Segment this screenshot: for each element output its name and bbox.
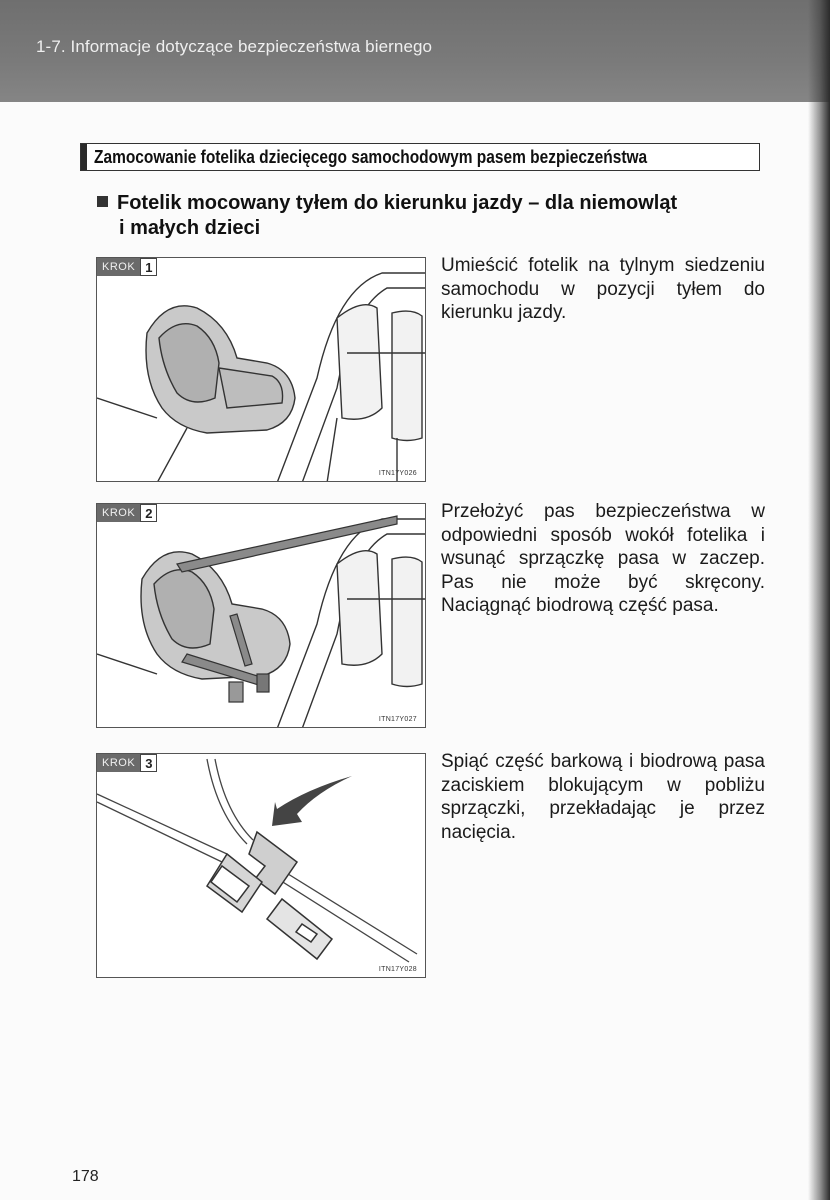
step-2-illustration — [96, 503, 426, 728]
step-1-number: 1 — [140, 258, 157, 276]
subheading — [97, 191, 777, 241]
seat-belt-routing-icon — [97, 504, 426, 728]
section-title-box — [80, 143, 760, 171]
step-2-label: KROK — [97, 504, 140, 522]
step-1-badge — [97, 258, 157, 276]
car-seat-rear-facing-icon — [97, 258, 426, 482]
step-3-illustration — [96, 753, 426, 978]
step-1-text: Umieścić fotelik na tylnym siedzeniu samochodu w pozycji tyłem do kierunku jazdy. — [441, 255, 765, 323]
step-1-figure-code: ITN17Y026 — [378, 470, 417, 477]
step-3-text: Spiąć część barkową i biodrową pasa zaciskiem blokującym w pobliżu sprzączki, przekładając je przez nacięcia. — [441, 751, 765, 843]
step-3-number: 3 — [140, 754, 157, 772]
chapter-header — [0, 0, 830, 102]
step-2-text: Przełożyć pas bezpieczeństwa w odpowiedni sposób wokół fotelika i wsunąć sprzączkę pasa w zaczep. Pas nie może być skręcony. Naciągnąć biodrową część pasa. — [441, 501, 765, 616]
subheading-line1: Fotelik mocowany tyłem do kierunku jazdy – dla niemowląt — [117, 192, 678, 214]
step-2-number: 2 — [140, 504, 157, 522]
section-title: Zamocowanie fotelika dziecięcego samochodowym pasem bezpieczeństwa — [94, 146, 648, 167]
page-number: 178 — [72, 1168, 99, 1185]
locking-clip-icon — [97, 754, 426, 978]
step-3-figure-code: ITN17Y028 — [378, 966, 417, 973]
step-3-badge — [97, 754, 157, 772]
step-3-label: KROK — [97, 754, 140, 772]
page-edge-shadow — [808, 0, 830, 1200]
subheading-line2: i małych dzieci — [119, 217, 261, 239]
bullet-square-icon — [97, 196, 108, 207]
step-2-figure-code: ITN17Y027 — [378, 716, 417, 723]
step-2-badge — [97, 504, 157, 522]
step-1-label: KROK — [97, 258, 140, 276]
step-1-illustration — [96, 257, 426, 482]
section-marker — [81, 144, 87, 170]
chapter-title: 1-7. Informacje dotyczące bezpieczeństwa biernego — [36, 37, 433, 56]
